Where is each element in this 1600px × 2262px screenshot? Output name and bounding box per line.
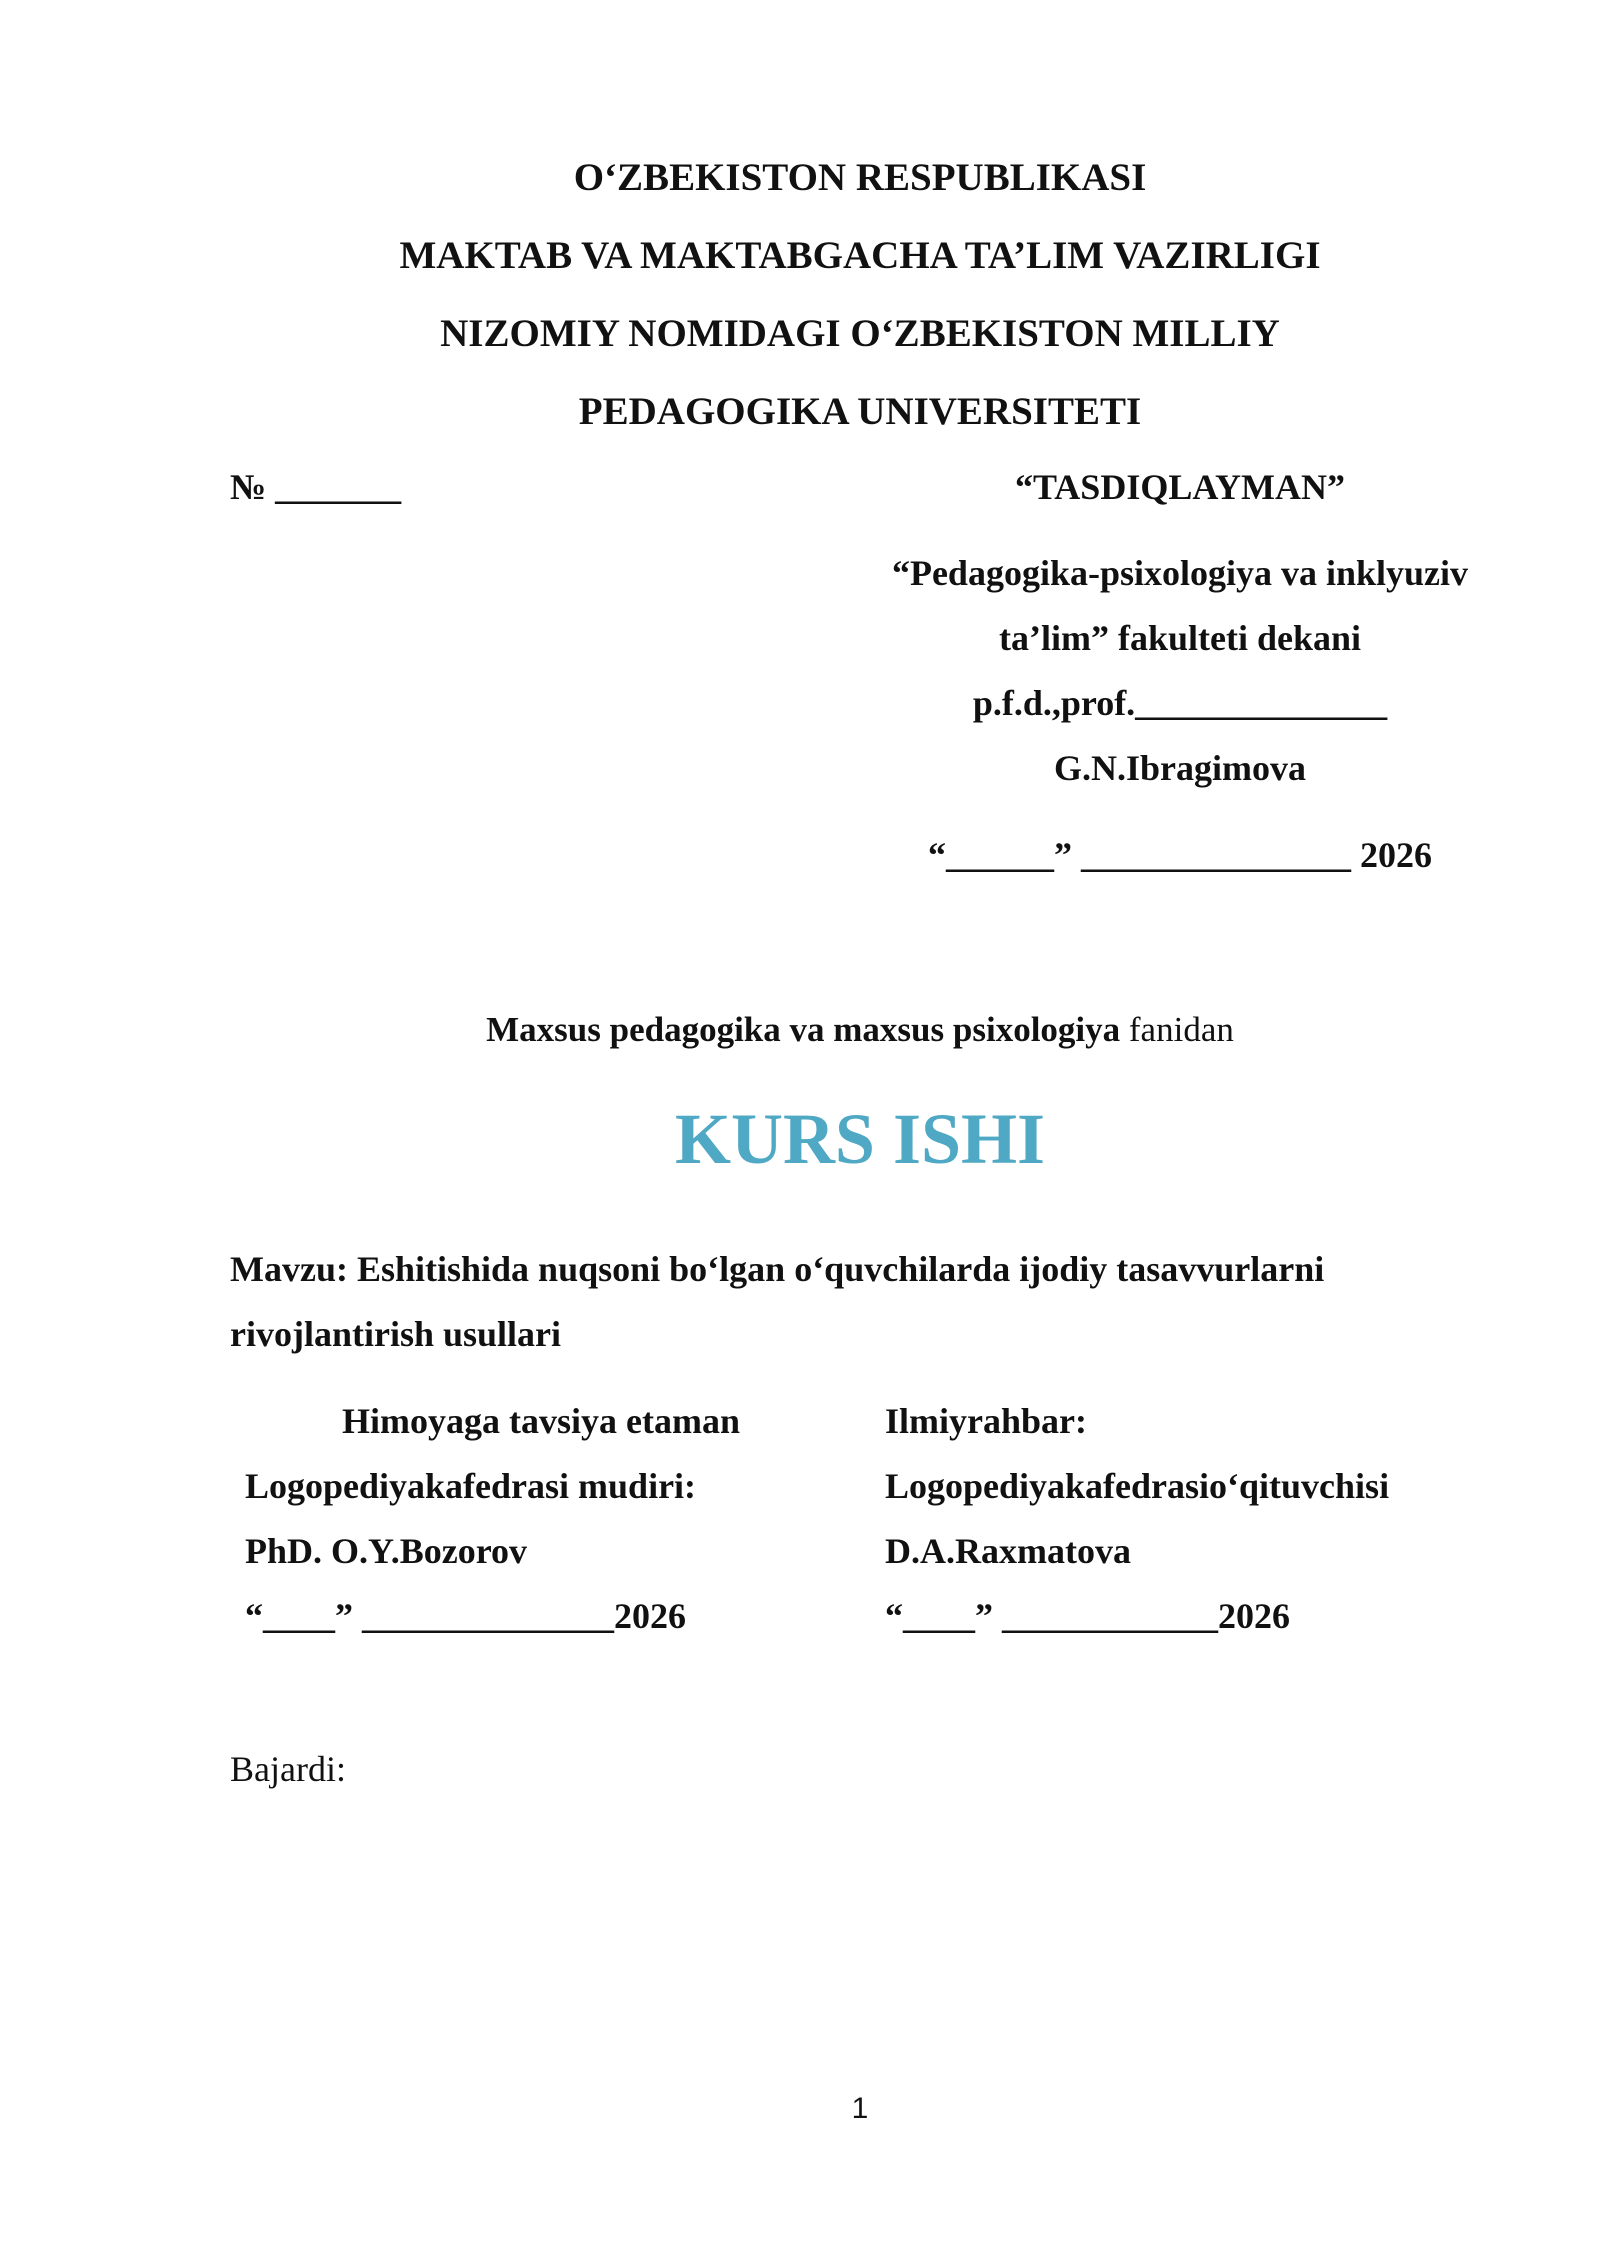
subject-line (0, 1010, 1600, 1050)
right-signature-line-1: Ilmiyrahbar: (885, 1401, 1087, 1441)
header-line-2: MAKTAB VA MAKTABGACHA TA’LIM VAZIRLIGI (399, 234, 1321, 277)
document-title: KURS ISHI (674, 1099, 1046, 1179)
header-line-1: O‘ZBEKISTON RESPUBLIKASI (573, 156, 1147, 199)
left-signature-date: “____” ______________2026 (245, 1596, 686, 1636)
performed-by-label: Bajardi: (230, 1749, 346, 1789)
header-line-3: NIZOMIY NOMIDAGI O‘ZBEKISTON MILLIY (440, 312, 1280, 355)
approval-line-2: ta’lim” fakulteti dekani (998, 618, 1361, 658)
topic-line-1: Mavzu: Eshitishida nuqsoni bo‘lgan o‘quvchilarda ijodiy tasavvurlarni (230, 1249, 1325, 1289)
subject-name: Maxsus pedagogika va maxsus psixologiya (486, 1010, 1121, 1049)
left-signature-line-2: Logopediyakafedrasi mudiri: (245, 1466, 697, 1506)
right-signature-line-3: D.A.Raxmatova (885, 1531, 1131, 1571)
subject-suffix: fanidan (1120, 1010, 1234, 1049)
approval-line-1: “Pedagogika-psixologiya va inklyuziv (891, 553, 1469, 593)
approval-line-4: G.N.Ibragimova (1054, 748, 1306, 788)
topic-line-2: rivojlantirish usullari (230, 1314, 562, 1354)
approval-line-3: p.f.d.,prof.______________ (972, 683, 1388, 723)
approval-heading: “TASDIQLAYMAN” (1014, 467, 1346, 507)
left-signature-line-3: PhD. O.Y.Bozorov (245, 1531, 528, 1571)
document-number-field: № _______ (230, 467, 402, 507)
approval-date: “______” _______________ 2026 (928, 835, 1432, 875)
right-signature-line-2: Logopediyakafedrasio‘qituvchisi (885, 1466, 1390, 1506)
right-signature-date: “____” ____________2026 (885, 1596, 1290, 1636)
header-line-4: PEDAGOGIKA UNIVERSITETI (578, 390, 1142, 433)
page-number: 1 (851, 2092, 869, 2125)
left-signature-line-1: Himoyaga tavsiya etaman (342, 1401, 740, 1441)
